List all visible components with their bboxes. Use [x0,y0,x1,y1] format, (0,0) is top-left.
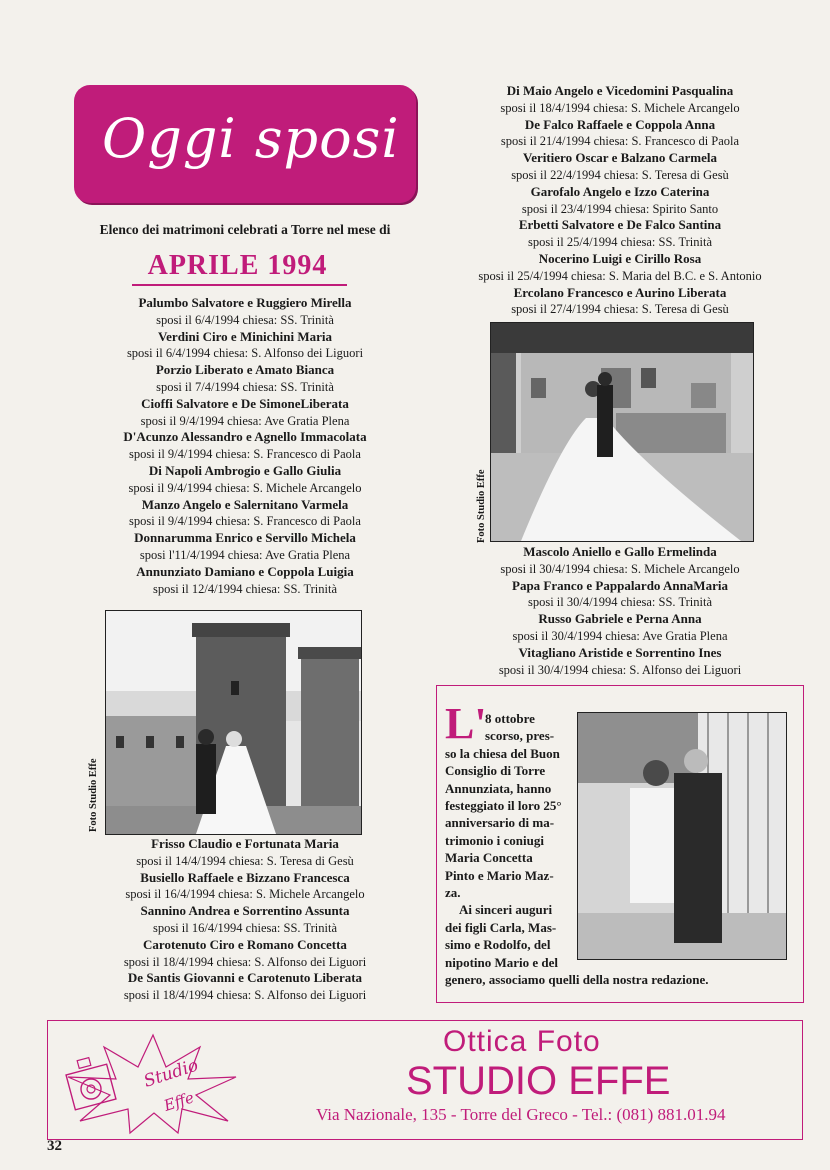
anniversary-text [445,710,709,989]
anniversary-box [436,685,804,1003]
list-item [60,396,430,430]
list-item [445,645,795,679]
couple-name: Porzio Liberato e Amato Bianca [155,362,335,378]
couple-name: Ercolano Francesco e Aurino Liberata [513,284,727,300]
logo-text-effe: Effe [161,1088,197,1115]
couple-name: Cioffi Salvatore e De SimoneLiberata [141,395,349,411]
wedding-detail: sposi il 16/4/1994 chiesa: S. Michele Arcangelo [125,887,365,902]
month-heading: APRILE 1994 [147,250,328,281]
wedding-detail: sposi il 30/4/1994 chiesa: SS. Trinità [527,595,713,610]
text-line: dei figli Carla, Mas- [445,919,557,935]
wedding-detail: sposi il 16/4/1994 chiesa: SS. Trinità [152,920,338,935]
room-photo-art [491,323,753,541]
photo-credit: Foto Studio Effe [476,469,487,543]
text-line: Pinto e Mario Maz- [445,867,554,883]
list-item [445,251,795,285]
couple-name: Vitagliano Aristide e Sorrentino Ines [518,644,722,660]
wedding-detail: sposi il 6/4/1994 chiesa: S. Alfonso dei Liguori [126,346,364,361]
list-item [445,150,795,184]
studio-effe-logo [58,1029,248,1137]
list-item [60,463,430,497]
castle-photo-art [106,611,361,834]
couple-name: Manzo Angelo e Salernitano Varmela [141,496,349,512]
list-item [445,83,795,117]
couple-name: Sannino Andrea e Sorrentino Assunta [140,903,350,919]
couple-photo-art [578,713,786,959]
title-box [74,85,416,203]
ad-address: Via Nazionale, 135 - Torre del Greco - Tel.: (081) 881.01.94 [316,1105,726,1124]
list-item [445,117,795,151]
couple-name: Carotenuto Ciro e Romano Concetta [143,936,347,952]
text-line: genero, associamo quelli della nostra redazione. [445,972,709,988]
couple-name: Garofalo Angelo e Izzo Caterina [530,183,710,199]
text-line: nipotino Mario e del [445,954,559,970]
couple-name: Russo Gabriele e Perna Anna [538,611,702,627]
couple-name: Busiello Raffaele e Bizzano Francesca [140,869,350,885]
list-item [60,937,430,971]
ad-title-line1: Ottica Foto [443,1025,601,1058]
wedding-detail: sposi il 23/4/1994 chiesa: Spirito Santo [521,201,719,216]
wedding-detail: sposi il 6/4/1994 chiesa: SS. Trinità [156,312,334,327]
couple-name: Annunziato Damiano e Coppola Luigia [136,563,354,579]
wedding-detail: sposi il 7/4/1994 chiesa: SS. Trinità [156,379,334,394]
couple-name: Verdini Ciro e Minichini Maria [157,328,333,344]
list-item [445,611,795,645]
list-item [60,329,430,363]
wedding-list-col2-top [445,83,795,318]
wedding-detail: sposi il 22/4/1994 chiesa: S. Teresa di Gesù [511,167,729,182]
text-line: trimonio i coniugi [445,832,544,848]
wedding-detail: sposi il 9/4/1994 chiesa: S. Francesco di Paola [129,447,361,462]
month-underline [132,284,347,286]
wedding-detail: sposi il 9/4/1994 chiesa: S. Michele Arcangelo [128,480,362,495]
couple-name: Donnarumma Enrico e Servillo Michela [134,530,356,546]
couple-name: Frisso Claudio e Fortunata Maria [151,836,339,851]
page-number: 32 [47,1138,62,1154]
text-line: Maria Concetta [445,850,533,866]
list-item [60,970,430,1004]
list-item [445,544,795,578]
text-line: Annunziata, hanno [445,780,552,796]
text-line: scorso, pres- [485,728,555,744]
list-item [60,870,430,904]
couple-name: Mascolo Aniello e Gallo Ermelinda [523,544,717,559]
text-line: Consiglio di Torre [445,763,546,779]
text-line: festeggiato il loro 25° [445,798,562,814]
couple-name: Papa Franco e Pappalardo AnnaMaria [512,577,728,593]
wedding-detail: sposi l'11/4/1994 chiesa: Ave Gratia Plena [139,547,351,562]
wedding-detail: sposi il 12/4/1994 chiesa: SS. Trinità [152,581,338,596]
couple-name: Di Maio Angelo e Vicedomini Pasqualina [506,83,734,98]
wedding-detail: sposi il 18/4/1994 chiesa: S. Alfonso dei Liguori [123,988,367,1003]
couple-name: Veritiero Oscar e Balzano Carmela [523,150,717,166]
wedding-detail: sposi il 27/4/1994 chiesa: S. Teresa di Gesù [511,302,729,317]
wedding-detail: sposi il 25/4/1994 chiesa: SS. Trinità [527,235,713,250]
wedding-detail: sposi il 9/4/1994 chiesa: Ave Gratia Plena [140,413,350,428]
photo-credit: Foto Studio Effe [88,758,99,832]
wedding-list-col1-top [60,295,430,597]
anniversary-couple-photo [577,712,787,960]
list-item [60,836,430,870]
intro-text: Elenco dei matrimoni celebrati a Torre nel mese di [99,222,391,237]
list-item [60,903,430,937]
list-item [60,497,430,531]
text-line: simo e Rodolfo, del [445,937,551,953]
couple-name: Nocerino Luigi e Cirillo Rosa [538,250,702,266]
page-title: Oggi sposi [102,107,400,170]
list-item [445,184,795,218]
couple-name: De Falco Raffaele e Coppola Anna [524,116,716,132]
list-item [60,564,430,598]
list-item [60,429,430,463]
text-line: Ai sinceri auguri [459,902,553,918]
list-item [60,362,430,396]
castle-wedding-photo [105,610,362,835]
wedding-detail: sposi il 30/4/1994 chiesa: Ave Gratia Plena [512,628,728,643]
list-item [445,285,795,319]
wedding-detail: sposi il 25/4/1994 chiesa: S. Maria del B.C. e S. Antonio [478,268,762,283]
wedding-detail: sposi il 30/4/1994 chiesa: S. Alfonso dei Liguori [498,662,742,677]
text-line: anniversario di ma- [445,815,555,831]
text-line: 8 ottobre [485,711,535,726]
wedding-list-col2-bottom [445,544,795,678]
wedding-detail: sposi il 30/4/1994 chiesa: S. Michele Arcangelo [500,561,740,576]
wedding-list-col1-bottom [60,836,430,1004]
text-line: so la chiesa del Buon [445,745,560,761]
list-item [60,530,430,564]
wedding-detail: sposi il 9/4/1994 chiesa: S. Francesco di Paola [129,514,361,529]
logo-text-studio: Studio [141,1055,201,1092]
couple-name: Di Napoli Ambrogio e Gallo Giulia [148,462,342,478]
wedding-detail: sposi il 21/4/1994 chiesa: S. Francesco di Paola [500,134,740,149]
wedding-detail: sposi il 14/4/1994 chiesa: S. Teresa di Gesù [136,853,354,868]
wedding-detail: sposi il 18/4/1994 chiesa: S. Michele Arcangelo [500,100,740,115]
list-item [60,295,430,329]
couple-name: De Santis Giovanni e Carotenuto Liberata [127,970,363,986]
couple-name: Palumbo Salvatore e Ruggiero Mirella [138,295,352,310]
ad-title-line2: STUDIO EFFE [406,1059,671,1103]
couple-name: Erbetti Salvatore e De Falco Santina [518,217,722,233]
studio-effe-ad [47,1020,803,1140]
drop-cap: L' [445,699,487,748]
wedding-detail: sposi il 18/4/1994 chiesa: S. Alfonso dei Liguori [123,954,367,969]
list-item [445,578,795,612]
list-item [445,217,795,251]
wedding-room-photo [490,322,754,542]
couple-name: D'Acunzo Alessandro e Agnello Immacolata [123,429,367,445]
text-line: za. [445,885,461,901]
